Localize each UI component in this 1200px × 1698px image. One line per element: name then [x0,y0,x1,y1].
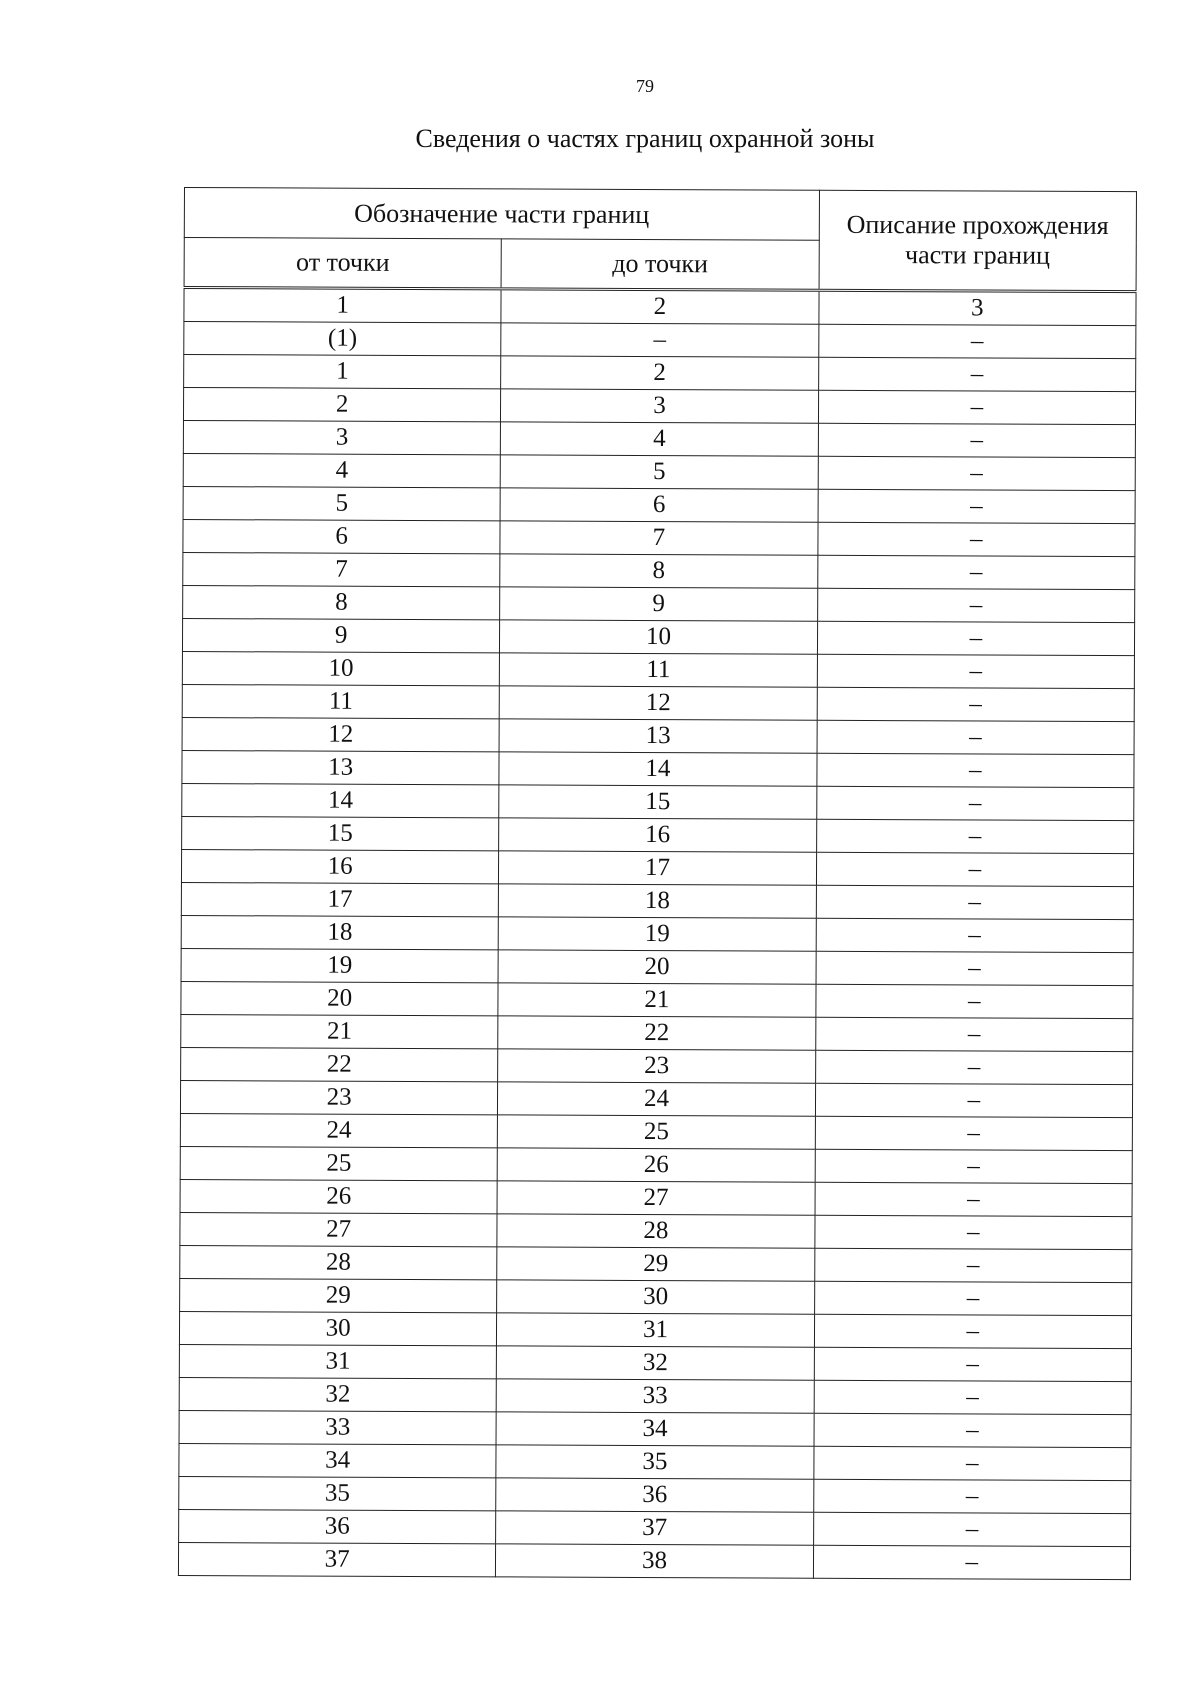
cell-from-point: 19 [181,948,498,982]
cell-to-point: 28 [497,1214,814,1248]
cell-description: – [814,1281,1131,1315]
cell-from-point: 34 [179,1443,496,1477]
table-row [183,486,1135,523]
cell-from-point: 15 [182,816,499,850]
cell-from-point: 37 [178,1542,495,1576]
cell-description: – [818,489,1135,523]
table-row [182,651,1134,688]
cell-description: – [818,423,1135,457]
cell-from-point: 26 [180,1179,497,1213]
table-row [181,948,1133,985]
cell-to-point: 25 [498,1115,815,1149]
cell-from-point: 32 [179,1377,496,1411]
cell-description: – [816,984,1133,1018]
cell-from-point: 30 [179,1311,496,1345]
cell-to-point: 31 [497,1313,814,1347]
cell-to-point: 10 [500,620,817,654]
cell-from-point: 31 [179,1344,496,1378]
table-row [182,618,1134,655]
table-row [180,1212,1132,1249]
cell-to-point: 14 [499,752,816,786]
table-header [184,188,1136,292]
cell-to-point: 19 [499,917,816,951]
cell-to-point: 36 [496,1478,813,1512]
table-row [179,1509,1131,1546]
cell-from-point: 23 [180,1080,497,1114]
cell-from-point: 25 [180,1146,497,1180]
table-row [183,585,1135,622]
cell-from-point: 12 [182,717,499,751]
table-row [180,1179,1132,1216]
cell-to-point: 34 [496,1412,813,1446]
cell-to-point: 26 [497,1148,814,1182]
cell-description: – [814,1413,1131,1447]
cell-to-point: 30 [497,1280,814,1314]
table-row [179,1443,1131,1480]
header-from-point: от точки [184,238,502,289]
cell-description: – [815,1116,1132,1150]
cell-description: – [817,621,1134,655]
table-row [181,981,1133,1018]
table-row [179,1344,1131,1381]
table-row [181,1047,1133,1084]
cell-to-point: 38 [496,1544,813,1578]
cell-description: – [814,1347,1131,1381]
cell-to-point: 35 [496,1445,813,1479]
table-body [178,288,1136,1580]
cell-to-point: 27 [497,1181,814,1215]
table-row [179,1410,1131,1447]
cell-description: – [815,1215,1132,1249]
cell-from-point: 8 [183,585,500,619]
table-row [181,882,1133,919]
cell-from-point: 27 [180,1212,497,1246]
table-row [183,420,1135,457]
cell-to-point: 13 [499,719,816,753]
cell-description: – [817,687,1134,721]
cell-to-point: 9 [500,587,817,621]
table-row [184,288,1136,326]
table-row [184,322,1136,359]
cell-to-point: 37 [496,1511,813,1545]
cell-description: 3 [819,290,1136,325]
cell-to-point: 4 [501,422,818,456]
cell-to-point: 22 [498,1016,815,1050]
table-row [182,684,1134,721]
cell-from-point: 22 [181,1047,498,1081]
cell-to-point: 16 [499,818,816,852]
table-row [180,1245,1132,1282]
table-row [180,1146,1132,1183]
cell-from-point: 9 [182,618,499,652]
cell-from-point: 17 [181,882,498,916]
cell-to-point: 32 [497,1346,814,1380]
cell-from-point: 24 [180,1113,497,1147]
cell-description: – [816,852,1133,886]
table-row [183,453,1135,490]
cell-to-point: 8 [500,554,817,588]
cell-description: – [818,390,1135,424]
cell-from-point: 10 [182,651,499,685]
cell-to-point: 33 [496,1379,813,1413]
cell-description: – [816,885,1133,919]
header-description: Описание прохождения части границ [819,190,1137,291]
cell-from-point: 33 [179,1410,496,1444]
cell-to-point: – [501,323,818,357]
cell-to-point: 18 [499,884,816,918]
cell-description: – [817,753,1134,787]
table-row [180,1113,1132,1150]
cell-from-point: 6 [183,519,500,553]
cell-description: – [815,1182,1132,1216]
cell-to-point: 7 [500,521,817,555]
table-row [179,1311,1131,1348]
cell-from-point: 36 [179,1509,496,1543]
cell-description: – [817,555,1134,589]
cell-to-point: 17 [499,851,816,885]
cell-to-point: 2 [501,289,818,324]
cell-description: – [813,1512,1130,1546]
table-row [184,355,1136,392]
table-row [182,717,1134,754]
cell-from-point: 4 [183,453,500,487]
cell-description: – [813,1545,1130,1579]
cell-from-point: 11 [182,684,499,718]
cell-description: – [817,654,1134,688]
cell-to-point: 2 [501,356,818,390]
table-row [181,849,1133,886]
cell-description: – [815,1017,1132,1051]
cell-description: – [813,1479,1130,1513]
cell-to-point: 12 [500,686,817,720]
table-row [180,1080,1132,1117]
cell-description: – [816,786,1133,820]
cell-to-point: 15 [499,785,816,819]
cell-to-point: 11 [500,653,817,687]
cell-from-point: 13 [182,750,499,784]
cell-description: – [814,1314,1131,1348]
table-row [182,816,1134,853]
cell-from-point: 35 [179,1476,496,1510]
table-row [179,1377,1131,1414]
cell-from-point: 5 [183,486,500,520]
cell-from-point: 1 [184,288,501,323]
cell-from-point: 7 [183,552,500,586]
cell-from-point: 20 [181,981,498,1015]
boundary-parts-table [178,187,1137,1580]
cell-to-point: 3 [501,389,818,423]
cell-description: – [816,918,1133,952]
cell-description: – [818,522,1135,556]
cell-from-point: 2 [183,388,500,422]
cell-to-point: 24 [498,1082,815,1116]
page-number: 79 [636,76,654,96]
cell-from-point: (1) [184,322,501,356]
cell-description: – [814,1446,1131,1480]
cell-description: – [816,819,1133,853]
cell-description: – [816,951,1133,985]
cell-to-point: 20 [498,950,815,984]
table-row [179,1476,1131,1513]
table-row [181,1014,1133,1051]
table-row [180,1278,1132,1315]
cell-description: – [818,357,1135,391]
cell-to-point: 23 [498,1049,815,1083]
document-title: Сведения о частях границ охранной зоны [415,124,875,153]
cell-from-point: 3 [183,420,500,454]
cell-from-point: 28 [180,1245,497,1279]
cell-description: – [815,1083,1132,1117]
cell-to-point: 6 [500,488,817,522]
cell-to-point: 5 [501,455,818,489]
cell-to-point: 29 [497,1247,814,1281]
cell-description: – [815,1050,1132,1084]
table-row [178,1542,1130,1579]
cell-description: – [817,588,1134,622]
cell-from-point: 18 [181,915,498,949]
cell-description: – [814,1380,1131,1414]
cell-from-point: 1 [184,355,501,389]
cell-description: – [815,1149,1132,1183]
cell-from-point: 16 [181,849,498,883]
table-row [183,519,1135,556]
cell-description: – [814,1248,1131,1282]
cell-description: – [818,324,1135,358]
table-row [181,915,1133,952]
cell-to-point: 21 [498,983,815,1017]
header-boundary-designation: Обозначение части границ [184,188,819,241]
cell-description: – [818,456,1135,490]
header-to-point: до точки [501,239,819,290]
table-row [183,388,1135,425]
table-row [183,552,1135,589]
cell-from-point: 14 [182,783,499,817]
cell-from-point: 21 [181,1014,498,1048]
cell-description: – [817,720,1134,754]
table-row [182,783,1134,820]
cell-from-point: 29 [180,1278,497,1312]
table-row [182,750,1134,787]
